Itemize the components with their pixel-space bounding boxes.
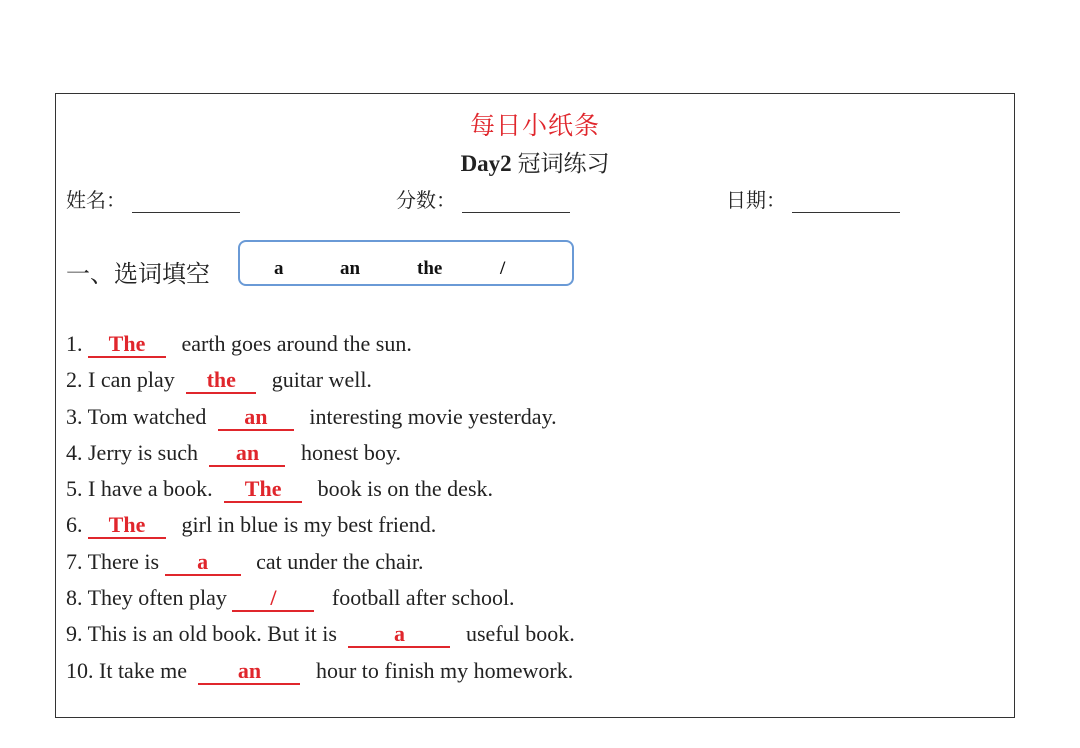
answer-blank[interactable]: a <box>348 622 450 648</box>
question-text-after: girl in blue is my best friend. <box>181 512 437 538</box>
question-text-before: 8. They often play <box>66 585 227 611</box>
day-label: Day2 <box>460 151 512 176</box>
name-blank-line[interactable] <box>132 192 240 213</box>
worksheet-subtitle <box>56 145 1014 178</box>
question-item <box>66 507 575 543</box>
question-text-before: 4. Jerry is such <box>66 439 204 465</box>
name-label: 姓名： <box>66 190 126 212</box>
question-item <box>66 471 575 507</box>
question-item <box>66 362 575 398</box>
option-word: / <box>500 258 506 279</box>
question-item <box>66 544 575 580</box>
section-title: 一、选词填空 <box>66 262 210 288</box>
date-label: 日期： <box>726 190 786 212</box>
topic-label: 冠词练习 <box>517 151 610 176</box>
question-item <box>66 580 575 616</box>
question-item <box>66 616 575 652</box>
score-label: 分数： <box>396 190 456 212</box>
option-word: an <box>340 258 361 279</box>
answer-blank[interactable]: an <box>198 659 300 685</box>
worksheet <box>55 93 1015 718</box>
worksheet-title: 每日小纸条 <box>469 113 600 140</box>
question-item <box>66 399 575 435</box>
question-text-before: 10. It take me <box>66 657 193 683</box>
date-blank-line[interactable] <box>792 192 900 213</box>
question-text-after: useful book. <box>465 621 575 647</box>
question-item <box>66 326 575 362</box>
question-text-before: 5. I have a book. <box>66 476 219 502</box>
question-text-before: 2. I can play <box>66 367 181 393</box>
score-field <box>396 184 570 213</box>
answer-blank[interactable]: an <box>209 441 285 467</box>
answer-blank[interactable]: an <box>218 405 294 431</box>
answer-blank[interactable]: / <box>232 586 314 612</box>
question-text-before: 3. Tom watched <box>66 403 212 429</box>
question-text-after: football after school. <box>331 585 515 611</box>
score-blank-line[interactable] <box>462 192 570 213</box>
question-text-after: interesting movie yesterday. <box>309 403 557 429</box>
option-word: the <box>417 258 443 279</box>
word-options-box <box>238 240 574 286</box>
question-list <box>66 326 575 689</box>
answer-blank[interactable]: The <box>224 477 302 503</box>
name-field <box>66 184 240 213</box>
question-text-before: 1. <box>66 331 88 356</box>
question-text-after: hour to finish my homework. <box>315 657 574 683</box>
answer-blank[interactable]: the <box>186 368 256 394</box>
question-text-before: 7. There is <box>66 548 160 574</box>
question-text-after: cat under the chair. <box>256 548 424 574</box>
question-item <box>66 653 575 689</box>
question-text-after: book is on the desk. <box>317 476 494 502</box>
date-field <box>726 184 900 213</box>
question-text-after: earth goes around the sun. <box>181 331 412 356</box>
answer-blank[interactable]: The <box>88 513 166 539</box>
answer-blank[interactable]: a <box>165 550 241 576</box>
question-text-before: 9. This is an old book. But it is <box>66 621 343 647</box>
answer-blank[interactable]: The <box>88 332 166 358</box>
question-text-after: guitar well. <box>271 367 372 393</box>
question-text-before: 6. <box>66 512 88 538</box>
question-item <box>66 435 575 471</box>
option-word: a <box>274 258 284 279</box>
question-text-after: honest boy. <box>300 439 401 465</box>
